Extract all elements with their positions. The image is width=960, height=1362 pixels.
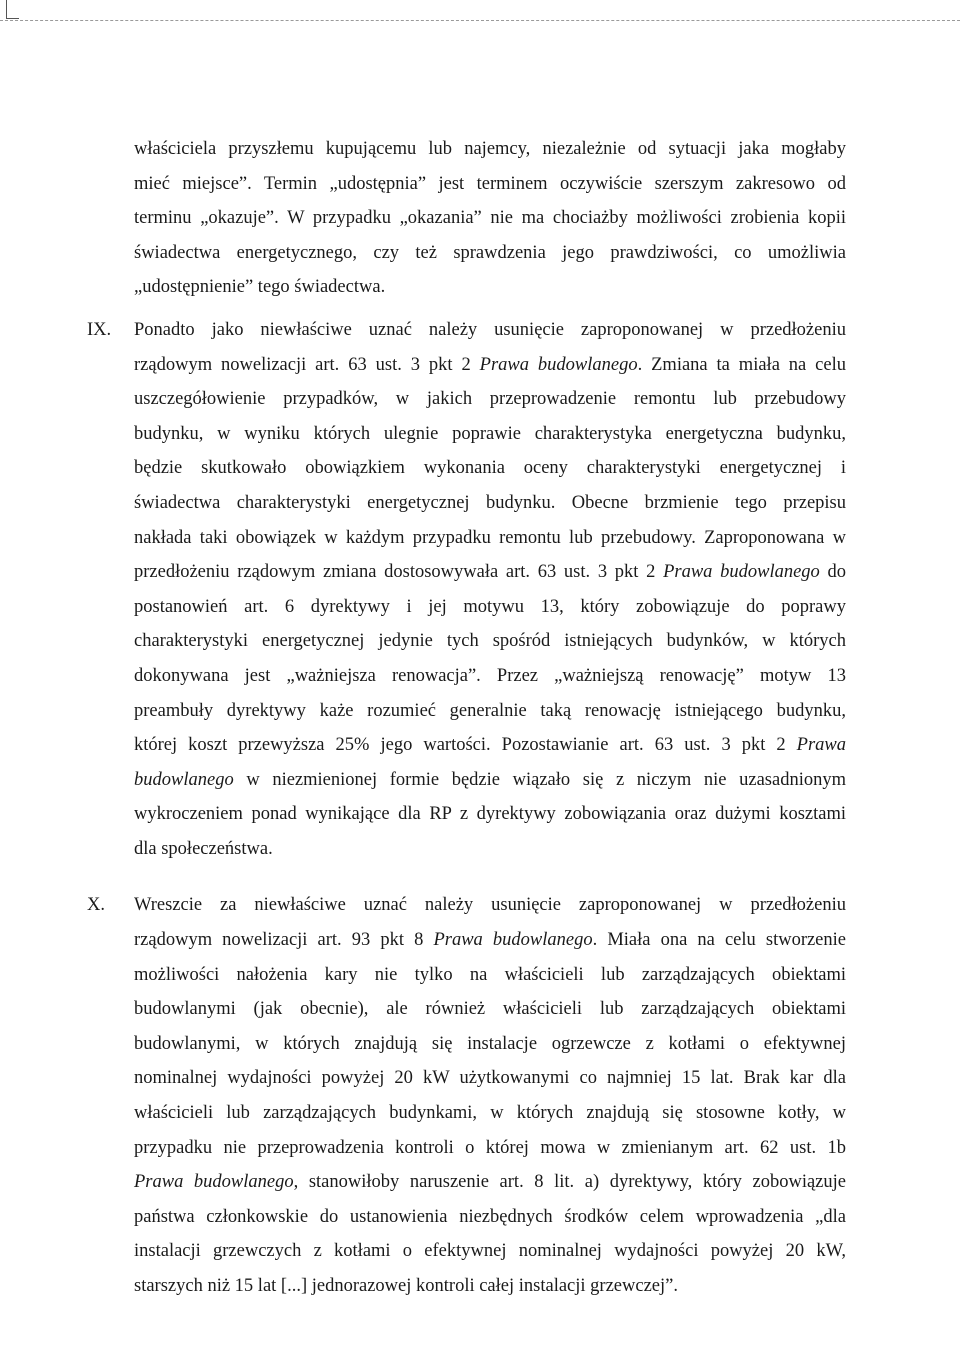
text-line: instalacji grzewczych z kotłami o efektywnej nominalnej wydajności powyżej 20 kW,: [134, 1241, 846, 1262]
text-line: przypadku nie przeprowadzenia kontroli o której mowa w zmienianym art. 62 ust. 1b: [134, 1137, 846, 1158]
text-line: terminu „okazuje”. W przypadku „okazania” nie ma chociażby możliwości zrobienia kopii: [134, 208, 846, 229]
text-line: będzie skutkowało obowiązkiem wykonania oceny charakterystyki energetycznej i: [134, 458, 846, 479]
text-line: budowlanymi, w których znajdują się instalacje ogrzewcze z kotłami o efektywnej: [134, 1033, 846, 1054]
section-number: X.: [87, 895, 105, 916]
scan-corner-mark: [6, 0, 19, 19]
text-line: charakterystyki energetycznej jedynie tych spośród istniejących budynków, w których: [134, 631, 846, 652]
text-line: dla społeczeństwa.: [134, 838, 273, 859]
text-line: właścicieli lub zarządzających budynkami, w których znajdują się stosowne kotły, w: [134, 1103, 846, 1124]
text-line: postanowień art. 6 dyrektywy i jej motywu 13, który zobowiązuje do poprawy: [134, 596, 846, 617]
text-line: świadectwa charakterystyki energetycznej budynku. Obecne brzmienie tego przepisu: [134, 492, 846, 513]
text-line: preambuły dyrektywy każe rozumieć generalnie taką renowację istniejącego budynku,: [134, 700, 846, 721]
text-line: której koszt przewyższa 25% jego wartości. Pozostawianie art. 63 ust. 3 pkt 2 Prawa: [134, 735, 846, 756]
text-line: dokonywana jest „ważniejsza renowacja”. Przez „ważniejszą renowację” motyw 13: [134, 665, 846, 686]
scan-edge-line: [0, 20, 960, 21]
text-line: budowlanego w niezmienionej formie będzie wiązało się z niczym nie uzasadnionym: [134, 769, 846, 790]
text-line: Prawa budowlanego, stanowiłoby naruszenie art. 8 lit. a) dyrektywy, który zobowiązuje: [134, 1172, 846, 1193]
section-ix: [87, 313, 847, 867]
section-number: IX.: [87, 319, 112, 340]
text-line: świadectwa energetycznego, czy też sprawdzenia jego prawdziwości, co umożliwia: [134, 242, 846, 263]
text-line: przedłożeniu rządowym zmiana dostosowywała art. 63 ust. 3 pkt 2 Prawa budowlanego do: [134, 562, 847, 583]
text-line: możliwości nałożenia kary nie tylko na właścicieli lub zarządzających obiektami: [134, 964, 846, 985]
text-line: wykroczeniem ponad wynikające dla RP z dyrektywy zobowiązania oraz dużymi kosztami: [134, 804, 846, 825]
text-line: właściciela przyszłemu kupującemu lub najemcy, niezależnie od sytuacji jaka mogłaby: [134, 139, 846, 159]
text-line: Wreszcie za niewłaściwe uznać należy usunięcie zaproponowanej w przedłożeniu: [134, 895, 846, 916]
document-page: [87, 132, 847, 1304]
text-line: rządowym nowelizacji art. 93 pkt 8 Prawa budowlanego. Miała ona na celu stworzenie: [134, 930, 846, 951]
text-line: rządowym nowelizacji art. 63 ust. 3 pkt 2 Prawa budowlanego. Zmiana ta miała na celu: [134, 354, 846, 375]
intro-paragraph: [134, 132, 846, 305]
text-line: uszczegółowienie przypadków, w jakich przeprowadzenie remontu lub przebudowy: [134, 389, 846, 410]
text-line: budowlanymi (jak obecnie), ale również właścicieli lub zarządzających obiektami: [134, 999, 846, 1020]
text-line: nominalnej wydajności powyżej 20 kW użytkowanymi co najmniej 15 lat. Brak kar dla: [134, 1068, 846, 1089]
text-line: nakłada taki obowiązek w każdym przypadku remontu lub przebudowy. Zaproponowana w: [134, 527, 846, 548]
text-line: Ponadto jako niewłaściwe uznać należy usunięcie zaproponowanej w przedłożeniu: [134, 319, 846, 340]
text-line: „udostępnienie” tego świadectwa.: [134, 277, 386, 298]
text-line: budynku, w wyniku których ulegnie poprawie charakterystyka energetyczna budynku,: [134, 423, 846, 444]
section-x: [87, 888, 846, 1303]
text-line: państwa członkowskie do ustanowienia niezbędnych środków celem wprowadzenia „dla: [134, 1206, 846, 1227]
text-line: starszych niż 15 lat [...] jednorazowej kontroli całej instalacji grzewczej”.: [134, 1276, 678, 1296]
text-line: mieć miejsce”. Termin „udostępnia” jest terminem oczywiście szerszym zakresowo od: [134, 173, 846, 194]
section-x-body: [134, 888, 846, 1303]
section-ix-body: [134, 313, 846, 867]
